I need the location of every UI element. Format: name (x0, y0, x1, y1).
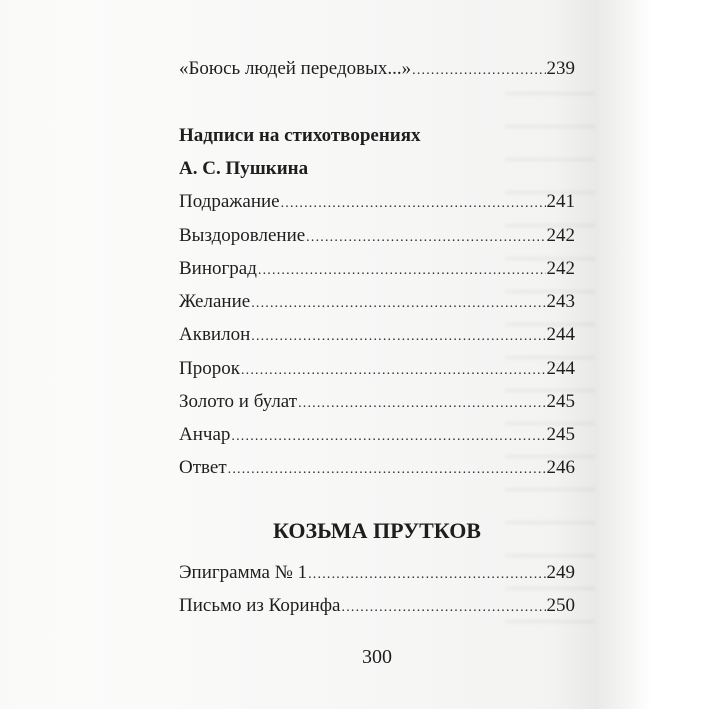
toc-leader-dots (298, 392, 545, 416)
toc-leader-dots (251, 325, 545, 349)
toc-entry-title: Эпиграмма № 1 (179, 562, 308, 583)
toc-leader-dots (231, 425, 545, 449)
toc-entry-page: 239 (546, 58, 575, 79)
toc-leader-dots (308, 563, 545, 587)
toc-entry-page: 243 (546, 291, 575, 312)
subsection-heading-line1: Надписи на стихотворениях (179, 125, 421, 146)
toc-entry-title: «Боюсь людей передовых...» (179, 58, 412, 79)
toc-entry (179, 57, 575, 83)
toc-entry (179, 561, 575, 587)
toc-entry-title: Золото и булат (179, 391, 298, 412)
toc-entry-page: 244 (546, 324, 575, 345)
toc-leader-dots (251, 292, 545, 316)
toc-entry-title: Выздоровление (179, 225, 306, 246)
toc-entry-page: 249 (546, 562, 575, 583)
toc-entry-title: Анчар (179, 424, 231, 445)
toc-entry-page: 245 (546, 391, 575, 412)
toc-leader-dots (342, 596, 546, 620)
toc-entry-title: Письмо из Коринфа (179, 595, 341, 616)
page-number: 300 (362, 646, 392, 668)
toc-entry-title: Подражание (179, 191, 280, 212)
toc-entry-page: 244 (546, 358, 575, 379)
toc-entry-title: Ответ (179, 457, 227, 478)
toc-leader-dots (306, 226, 545, 250)
section-heading: КОЗЬМА ПРУТКОВ (273, 518, 481, 543)
toc-leader-dots (281, 192, 546, 216)
toc-entry (179, 257, 575, 283)
toc-leader-dots (241, 359, 546, 383)
toc-entry (179, 357, 575, 383)
toc-entry-page: 241 (546, 191, 575, 212)
toc-entry (179, 390, 575, 416)
toc-entry-page: 245 (546, 424, 575, 445)
toc-entry-title: Пророк (179, 358, 240, 379)
toc-entry (179, 290, 575, 316)
toc-leader-dots (228, 458, 546, 482)
toc-leader-dots (412, 59, 545, 83)
toc-entry (179, 190, 575, 216)
toc-entry-title: Желание (179, 291, 251, 312)
toc-entry-title: Аквилон (179, 324, 251, 345)
toc-entry (179, 594, 575, 620)
toc-entry (179, 423, 575, 449)
toc-entry-page: 246 (546, 457, 575, 478)
toc-entry (179, 323, 575, 349)
toc-entry-page: 250 (546, 595, 575, 616)
toc-entry (179, 224, 575, 250)
subsection-heading-line2: А. С. Пушкина (179, 158, 309, 179)
toc-entry-title: Виноград (179, 258, 257, 279)
show-through-text (505, 70, 595, 630)
toc-leader-dots (258, 259, 546, 283)
toc-entry (179, 456, 575, 482)
toc-entry-page: 242 (546, 225, 575, 246)
toc-entry-page: 242 (546, 258, 575, 279)
